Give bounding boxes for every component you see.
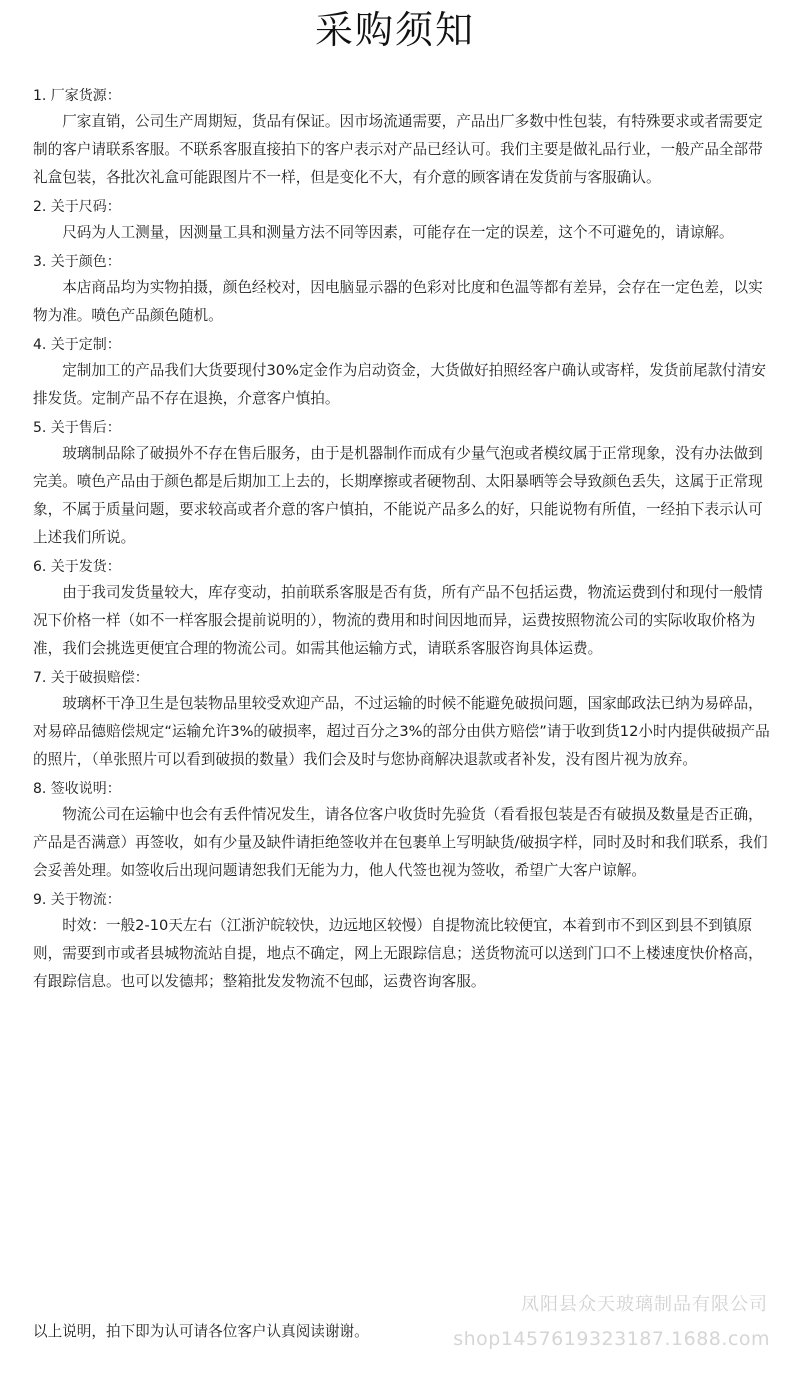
- section-color: [33, 250, 773, 330]
- section-heading: 7. 关于破损赔偿：: [33, 670, 149, 686]
- watermark-company-name: 凤阳县众天玻璃制品有限公司: [521, 1294, 768, 1315]
- watermark-shop-url: shop1457619323187.1688.com: [453, 1328, 770, 1350]
- closing-note: 以上说明，拍下即为认可请各位客户认真阅读谢谢。: [33, 1323, 369, 1340]
- section-body: 定制加工的产品我们大货要现付30%定金作为启动资金，大货做好拍照经客户确认或寄样，发货前尾款付清安排发货。定制产品不存在退换，介意客户慎拍。: [33, 362, 766, 407]
- section-receipt: [33, 777, 773, 885]
- section-body: 本店商品均为实物拍摄，颜色经校对，因电脑显示器的色彩对比度和色温等都有差异，会存在一定色差，以实物为准。喷色产品颜色随机。: [33, 279, 763, 324]
- section-heading: 4. 关于定制：: [33, 337, 121, 353]
- section-heading: 5. 关于售后：: [33, 420, 121, 436]
- section-heading: 9. 关于物流：: [33, 892, 121, 908]
- section-damage-compensation: [33, 666, 773, 774]
- section-shipping: [33, 555, 773, 663]
- section-heading: 3. 关于颜色：: [33, 254, 121, 270]
- section-heading: 6. 关于发货：: [33, 559, 121, 575]
- section-body: 物流公司在运输中也会有丢件情况发生，请各位客户收货时先验货（看看报包装是否有破损及数量是否正确，产品是否满意）再签收，如有少量及缺件请拒绝签收并在包裹单上写明缺货/破损字样，同时及时和我们联系，我们会妥善处理。如签收后出现问题请恕我们无能为力，他人代签也视为签收，希望广大客户谅解。: [33, 806, 768, 879]
- section-size: [33, 195, 773, 247]
- section-body: 由于我司发货量较大，库存变动，拍前联系客服是否有货，所有产品不包括运费，物流运费到付和现付一般情况下价格一样（如不一样客服会提前说明的），物流的费用和时间因地而异，运费按照物流公司的实际收取价格为准，我们会挑选更便宜合理的物流公司。如需其他运输方式，请联系客服咨询具体运费。: [33, 584, 763, 657]
- section-body: 厂家直销，公司生产周期短，货品有保证。因市场流通需要，产品出厂多数中性包装，有特殊要求或者需要定制的客户请联系客服。不联系客服直接拍下的客户表示对产品已经认可。我们主要是做礼品行业，一般产品全部带礼盒包装，各批次礼盒可能跟图片不一样，但是变化不大，有介意的顾客请在发货前与客服确认。: [33, 113, 763, 186]
- section-customization: [33, 333, 773, 413]
- section-body: 时效：一般2-10天左右（江浙沪皖较快，边远地区较慢）自提物流比较便宜，本着到市不到区到县不到镇原则，需要到市或者县城物流站自提，地点不确定，网上无跟踪信息；送货物流可以送到门口不上楼速度快价格高，有跟踪信息。也可以发德邦；整箱批发发物流不包邮，运费咨询客服。: [33, 917, 763, 990]
- section-body: 尺码为人工测量，因测量工具和测量方法不同等因素，可能存在一定的误差，这个不可避免的，请谅解。: [62, 224, 734, 241]
- notice-content: [33, 84, 773, 999]
- section-after-sales: [33, 416, 773, 552]
- section-body: 玻璃制品除了破损外不存在售后服务，由于是机器制作而成有少量气泡或者模纹属于正常现象，没有办法做到完美。喷色产品由于颜色都是后期加工上去的，长期摩擦或者硬物刮、太阳暴晒等会导致颜色丢失，这属于正常现象，不属于质量问题，要求较高或者介意的客户慎拍，不能说产品多么的好，只能说物有所值，一经拍下表示认可上述我们所说。: [33, 445, 763, 546]
- section-logistics: [33, 888, 773, 996]
- section-body: 玻璃杯干净卫生是包装物品里较受欢迎产品，不过运输的时候不能避免破损问题，国家邮政法已纳为易碎品，对易碎品德赔偿规定“运输允许3%的破损率，超过百分之3%的部分由供方赔偿”请于收到货12小时内提供破损产品的照片，（单张照片可以看到破损的数量）我们会及时与您协商解决退款或者补发，没有图片视为放弃。: [33, 695, 770, 768]
- section-heading: 8. 签收说明：: [33, 781, 121, 797]
- section-factory-source: [33, 84, 773, 192]
- page-title: 采购须知: [314, 8, 475, 52]
- section-heading: 2. 关于尺码：: [33, 199, 121, 215]
- section-heading: 1. 厂家货源：: [33, 88, 121, 104]
